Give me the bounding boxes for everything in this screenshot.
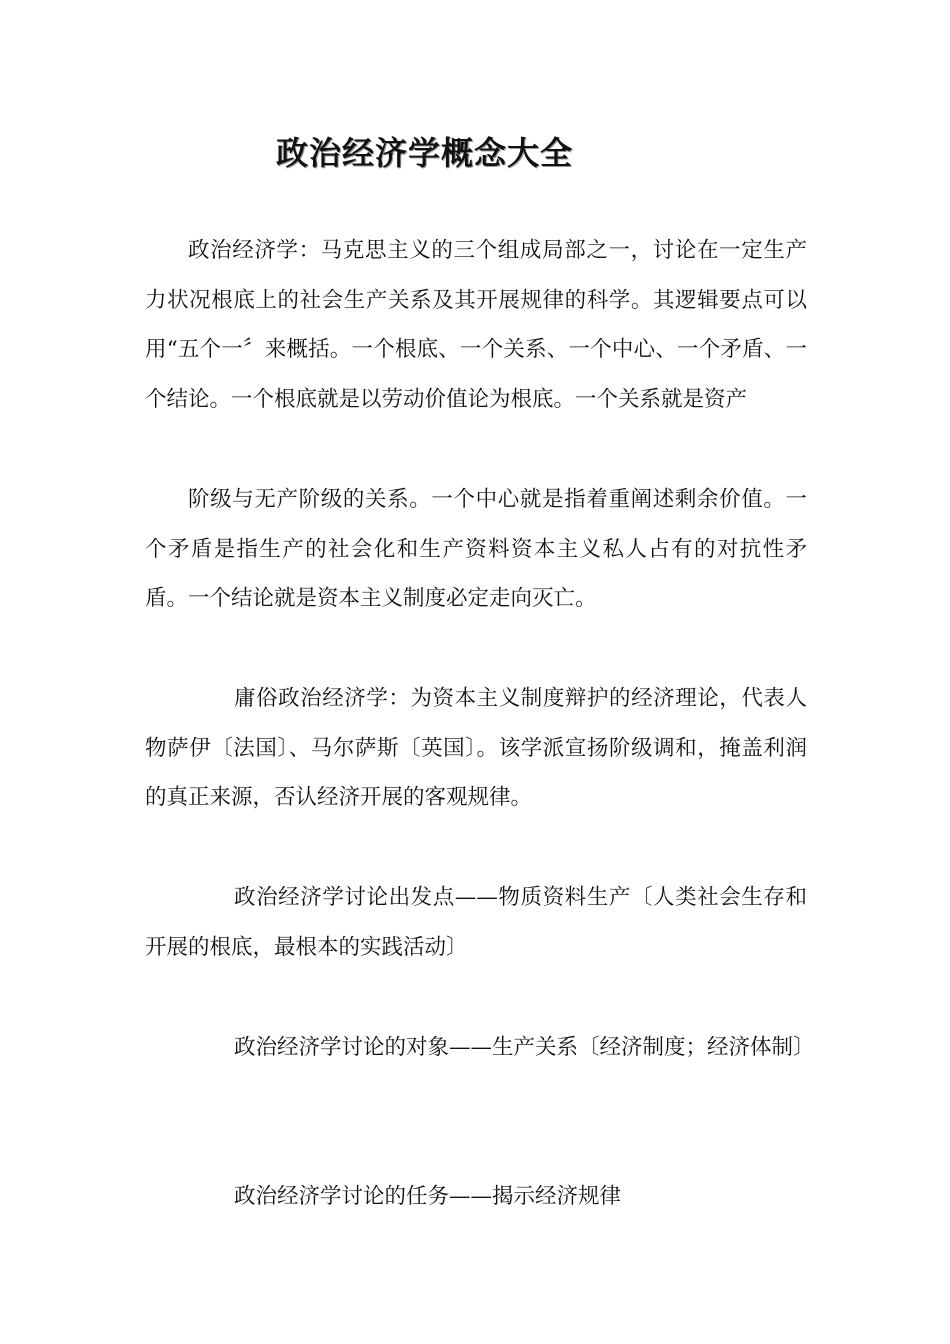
- paragraph-political-economy-definition: 政治经济学：马克思主义的三个组成局部之一，讨论在一定生产力状况根底上的社会生产关系及其开展规律的科学。其逻辑要点可以用“五个一〞来概括。一个根底、一个关系、一个中心、一个矛盾、一个结论。一个根底就是以劳动价值论为根底。一个关系就是资产: [145, 238, 807, 413]
- paragraph-vulgar-political-economy: 庸俗政治经济学：为资本主义制度辩护的经济理论，代表人物萨伊〔法国〕、马尔萨斯〔英国〕。该学派宣扬阶级调和，掩盖利润的真正来源，否认经济开展的客观规律。: [145, 686, 807, 811]
- paragraph-research-task: 政治经济学讨论的任务——揭示经济规律: [234, 1184, 622, 1209]
- paragraph-class-relations: 阶级与无产阶级的关系。一个中心就是指着重阐述剩余价值。一个矛盾是指生产的社会化和生产资料资本主义私人占有的对抗性矛盾。一个结论就是资本主义制度必定走向灭亡。: [145, 487, 807, 612]
- paragraph-starting-point: 政治经济学讨论出发点——物质资料生产〔人类社会生存和开展的根底，最根本的实践活动〕: [145, 885, 807, 960]
- paragraph-research-object: 政治经济学讨论的对象——生产关系〔经济制度；经济体制〕: [234, 1035, 815, 1060]
- document-title: 政治经济学概念大全: [276, 134, 574, 172]
